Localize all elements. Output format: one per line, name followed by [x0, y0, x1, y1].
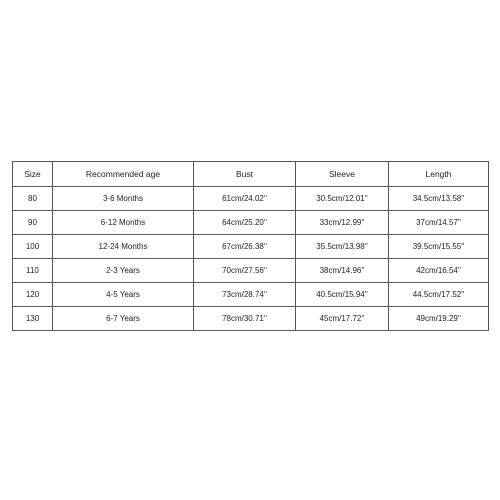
cell-sleeve: 45cm/17.72'' — [296, 307, 389, 331]
cell-size: 90 — [13, 211, 53, 235]
table-row — [13, 283, 489, 307]
table-header-row — [13, 162, 489, 187]
cell-bust: 67cm/26.38'' — [194, 235, 296, 259]
cell-sleeve: 30.5cm/12.01'' — [296, 187, 389, 211]
cell-recommended-age: 6-12 Months — [53, 211, 194, 235]
header-bust: Bust — [194, 162, 296, 187]
cell-length: 37cm/14.57'' — [389, 211, 489, 235]
cell-length: 44.5cm/17.52'' — [389, 283, 489, 307]
table-row — [13, 187, 489, 211]
cell-bust: 70cm/27.56'' — [194, 259, 296, 283]
header-sleeve: Sleeve — [296, 162, 389, 187]
cell-recommended-age: 6-7 Years — [53, 307, 194, 331]
cell-size: 100 — [13, 235, 53, 259]
cell-size: 130 — [13, 307, 53, 331]
table-row — [13, 259, 489, 283]
cell-sleeve: 38cm/14.96'' — [296, 259, 389, 283]
table-row — [13, 235, 489, 259]
header-recommended-age: Recommended age — [53, 162, 194, 187]
cell-bust: 73cm/28.74'' — [194, 283, 296, 307]
table-row — [13, 211, 489, 235]
cell-sleeve: 35.5cm/13.98'' — [296, 235, 389, 259]
cell-bust: 64cm/25.20'' — [194, 211, 296, 235]
cell-length: 34.5cm/13.58'' — [389, 187, 489, 211]
cell-recommended-age: 12-24 Months — [53, 235, 194, 259]
cell-bust: 78cm/30.71'' — [194, 307, 296, 331]
cell-bust: 61cm/24.02'' — [194, 187, 296, 211]
cell-size: 110 — [13, 259, 53, 283]
size-chart-table — [12, 161, 489, 331]
cell-size: 80 — [13, 187, 53, 211]
header-length: Length — [389, 162, 489, 187]
cell-recommended-age: 4-5 Years — [53, 283, 194, 307]
cell-length: 42cm/16.54'' — [389, 259, 489, 283]
cell-sleeve: 40.5cm/15.94'' — [296, 283, 389, 307]
cell-recommended-age: 3-6 Months — [53, 187, 194, 211]
cell-recommended-age: 2-3 Years — [53, 259, 194, 283]
cell-size: 120 — [13, 283, 53, 307]
cell-length: 49cm/19.29'' — [389, 307, 489, 331]
table-row — [13, 307, 489, 331]
cell-sleeve: 33cm/12.99'' — [296, 211, 389, 235]
cell-length: 39.5cm/15.55'' — [389, 235, 489, 259]
header-size: Size — [13, 162, 53, 187]
